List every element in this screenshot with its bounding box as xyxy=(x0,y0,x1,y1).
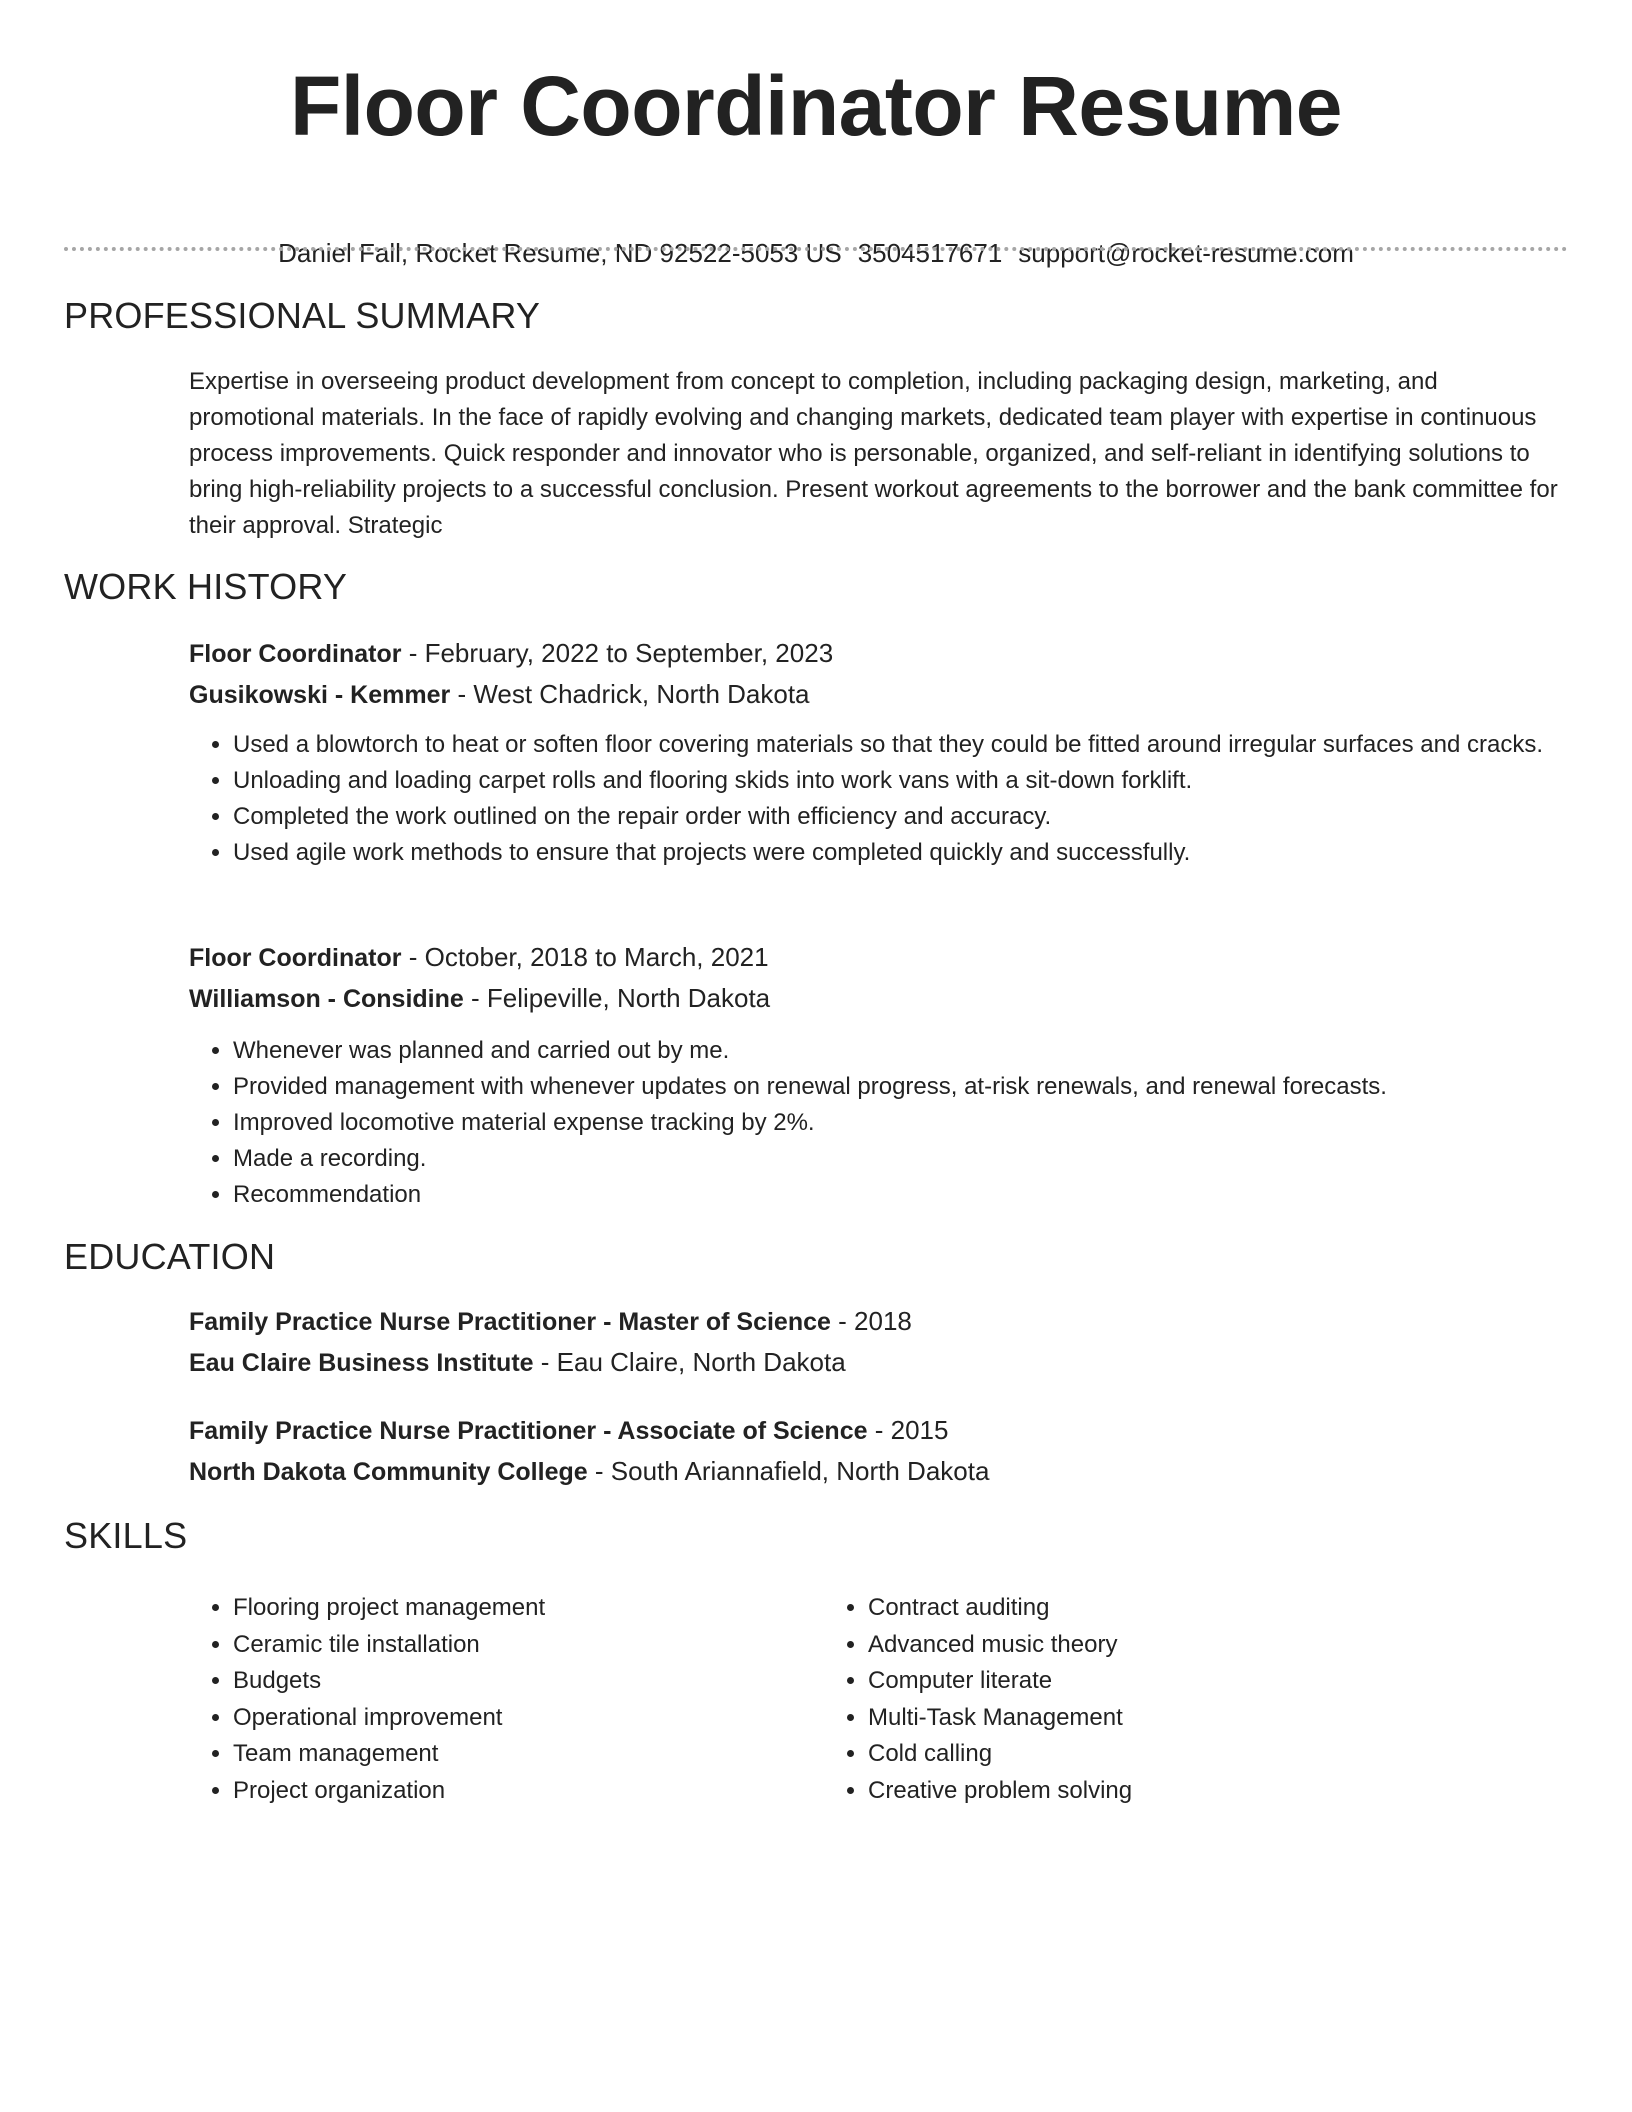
job-title-line xyxy=(189,633,1569,674)
section-heading-education: EDUCATION xyxy=(64,1236,276,1277)
contact-line xyxy=(0,238,1632,268)
job-dates: - October, 2018 to March, 2021 xyxy=(401,942,769,972)
list-item: • Unloading and loading carpet rolls and flooring skids into work vans with a sit-down forklift. xyxy=(233,763,1569,799)
job-company: Gusikowski - Kemmer xyxy=(189,681,451,709)
contact-address: Daniel Fall, Rocket Resume, ND 92522-5053 US xyxy=(278,238,842,268)
contact-phone: 3504517671 xyxy=(857,238,1003,268)
job-title: Floor Coordinator xyxy=(189,944,402,972)
skills-column-left xyxy=(189,1590,824,1809)
page-title: Floor Coordinator Resume xyxy=(289,59,1343,153)
job-entry xyxy=(189,937,1569,1213)
list-item: • Whenever was planned and carried out by me. xyxy=(233,1033,1569,1069)
list-item: • Made a recording. xyxy=(233,1141,1569,1177)
job-bullets xyxy=(189,727,1569,871)
education-degree: Family Practice Nurse Practitioner - Master of Science xyxy=(189,1308,831,1336)
list-item: • Ceramic tile installation xyxy=(233,1627,824,1664)
education-entry xyxy=(189,1301,1569,1383)
job-title: Floor Coordinator xyxy=(189,640,402,668)
resume-header xyxy=(0,0,1632,156)
job-company-line xyxy=(189,674,1569,715)
list-item: • Used agile work methods to ensure that projects were completed quickly and successfully. xyxy=(233,835,1569,871)
list-item: • Operational improvement xyxy=(233,1700,824,1737)
education-location: - South Ariannafield, North Dakota xyxy=(587,1456,990,1486)
education-year: - 2018 xyxy=(830,1306,912,1336)
section-heading-summary: PROFESSIONAL SUMMARY xyxy=(64,295,541,336)
education-entry xyxy=(189,1410,1569,1492)
job-bullets xyxy=(189,1033,1569,1213)
education-year: - 2015 xyxy=(867,1415,949,1445)
list-item: • Contract auditing xyxy=(868,1590,1459,1627)
list-item: • Project organization xyxy=(233,1773,824,1810)
list-item: • Creative problem solving xyxy=(868,1773,1459,1810)
education-school-line xyxy=(189,1451,1569,1492)
job-title-line xyxy=(189,937,1569,978)
contact-email: support@rocket-resume.com xyxy=(1018,238,1354,268)
job-location: - Felipeville, North Dakota xyxy=(463,983,771,1013)
job-company: Williamson - Considine xyxy=(189,985,464,1013)
section-heading-skills: SKILLS xyxy=(64,1515,188,1556)
list-item: • Flooring project management xyxy=(233,1590,824,1627)
list-item: • Computer literate xyxy=(868,1663,1459,1700)
header-divider xyxy=(64,247,1568,251)
list-item: • Improved locomotive material expense tracking by 2%. xyxy=(233,1105,1569,1141)
education-school: North Dakota Community College xyxy=(189,1458,588,1486)
education-school-line xyxy=(189,1342,1569,1383)
job-company-line xyxy=(189,978,1569,1019)
list-item: • Advanced music theory xyxy=(868,1627,1459,1664)
education-school: Eau Claire Business Institute xyxy=(189,1349,534,1377)
list-item: • Cold calling xyxy=(868,1736,1459,1773)
list-item: • Completed the work outlined on the repair order with efficiency and accuracy. xyxy=(233,799,1569,835)
list-item: • Team management xyxy=(233,1736,824,1773)
section-heading-work-history: WORK HISTORY xyxy=(64,566,348,607)
job-entry xyxy=(189,633,1569,871)
list-item: • Provided management with whenever updates on renewal progress, at-risk renewals, and renewal forecasts. xyxy=(233,1069,1569,1105)
list-item: • Budgets xyxy=(233,1663,824,1700)
skills-column-right xyxy=(824,1590,1459,1809)
education-degree: Family Practice Nurse Practitioner - Associate of Science xyxy=(189,1417,868,1445)
list-item: • Used a blowtorch to heat or soften floor covering materials so that they could be fitted around irregular surfaces and cracks. xyxy=(233,727,1569,763)
skills-list xyxy=(189,1590,1569,1809)
education-location: - Eau Claire, North Dakota xyxy=(533,1347,846,1377)
job-dates: - February, 2022 to September, 2023 xyxy=(401,638,834,668)
list-item: • Multi-Task Management xyxy=(868,1700,1459,1737)
summary-text: Expertise in overseeing product development from concept to completion, including packaging design, marketing, and promotional materials. In the face of rapidly evolving and changing markets, dedicated team player with expertise in continuous process improvements. Quick responder and innovator who is personable, organized, and self-reliant in identifying solutions to bring high-reliability projects to a successful conclusion. Present workout agreements to the borrower and the bank committee for their approval. Strategic xyxy=(189,368,1558,539)
education-degree-line xyxy=(189,1301,1569,1342)
education-degree-line xyxy=(189,1410,1569,1451)
list-item: • Recommendation xyxy=(233,1177,1569,1213)
job-location: - West Chadrick, North Dakota xyxy=(450,679,810,709)
